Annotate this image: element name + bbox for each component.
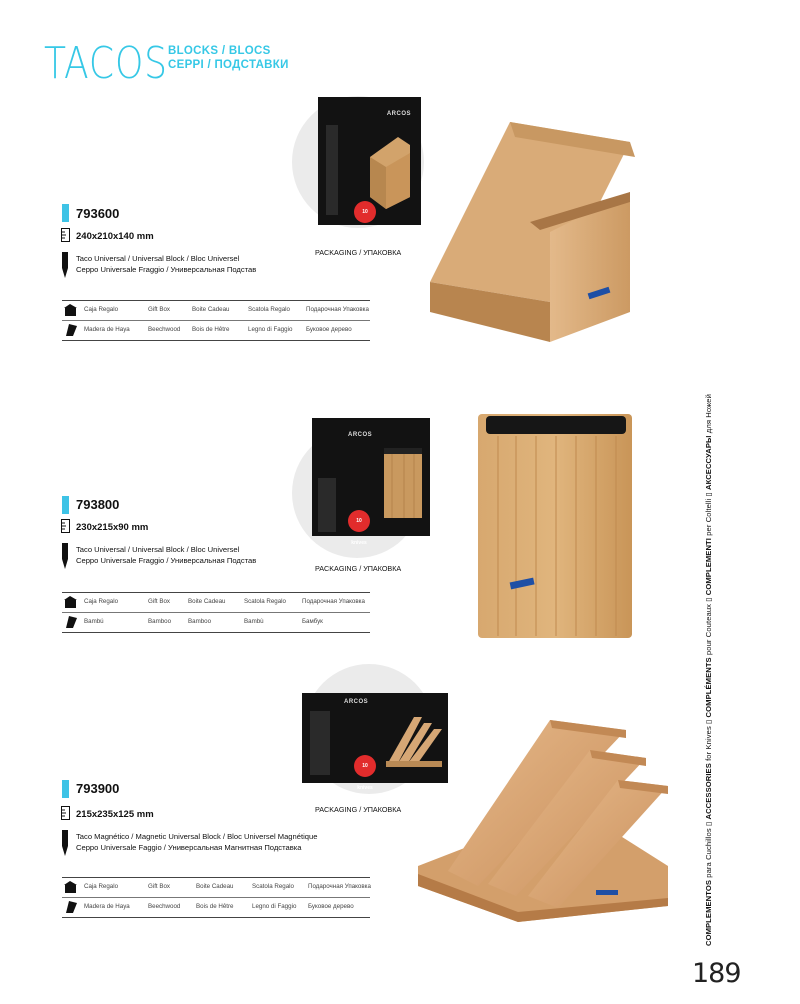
spec-cell: Bamboo: [188, 618, 212, 625]
spec-cell: Scatola Regalo: [244, 598, 286, 605]
description-line-1: Taco Universal / Universal Block / Bloc Universel: [76, 545, 240, 554]
product-description: [76, 544, 256, 566]
page-title: TACOS: [44, 38, 168, 89]
spec-cell: Bois de Hêtre: [196, 903, 234, 910]
spec-cell: Gift Box: [148, 306, 171, 313]
packaging-box-image: [312, 418, 430, 546]
subtitle-line-2: CEPPI / ПОДСТАВКИ: [168, 59, 289, 71]
spec-row-material: [62, 613, 370, 633]
spec-cell: Подарочная Упаковка: [308, 883, 371, 890]
packaging-label: PACKAGING / УПАКОВКА: [315, 805, 402, 814]
code-accent-bar: [62, 496, 69, 514]
spec-cell: Подарочная Упаковка: [302, 598, 365, 605]
knife-icon: [61, 543, 69, 569]
side-text-ru: АКСЕССУАРЫ: [704, 435, 713, 490]
spec-row-packaging: [62, 593, 370, 613]
material-icon: [64, 324, 77, 336]
side-text-en-suffix: for Knives: [704, 723, 713, 764]
gift-box-icon: [64, 881, 77, 893]
ruler-icon: [61, 519, 70, 533]
knife-icon: [61, 830, 69, 856]
ruler-icon: [61, 806, 70, 820]
spec-cell: Madera de Haya: [84, 903, 130, 910]
spec-cell: Буковое дерево: [308, 903, 354, 910]
product-image-bamboo-block: [476, 408, 636, 640]
spec-table: [62, 877, 370, 918]
spec-cell: Bambù: [244, 618, 264, 625]
spec-cell: Bois de Hêtre: [192, 326, 230, 333]
product-dimensions: 215x235x125 mm: [76, 809, 154, 820]
spec-cell: Caja Regalo: [84, 306, 119, 313]
spec-table: [62, 300, 370, 341]
side-text-es-suffix: para Cuchillos: [704, 826, 713, 880]
code-accent-bar: [62, 780, 69, 798]
side-text-it: COMPLEMENTI: [704, 538, 713, 596]
spec-cell: Бамбук: [302, 618, 323, 625]
spec-cell: Bambú: [84, 618, 104, 625]
spec-cell: Caja Regalo: [84, 598, 119, 605]
spec-cell: Legno di Faggio: [252, 903, 297, 910]
side-text-fr: COMPLÉMENTS: [704, 657, 713, 718]
spec-cell: Beechwood: [148, 903, 181, 910]
knife-count-badge: 10 knives: [348, 510, 370, 532]
spec-cell: Caja Regalo: [84, 883, 119, 890]
material-icon: [64, 901, 77, 913]
side-category-text: COMPLEMENTOS para Cuchillos ▯ ACCESSORIES for Knives ▯ COMPLÉMENTS pour Couteaux ▯ COMPLEMENTI per Coltelli ▯ АКСЕССУАРЫ для Ножей: [704, 394, 713, 946]
side-text-es: COMPLEMENTOS: [704, 879, 713, 946]
box-product-thumbnail: [312, 418, 430, 536]
description-line-2: Ceppo Universale Fraggio / Универсальная Подстав: [76, 556, 257, 565]
spec-cell: Gift Box: [148, 598, 171, 605]
gift-box-icon: [64, 304, 77, 316]
packaging-box-image: [318, 97, 421, 237]
spec-cell: Legno di Faggio: [248, 326, 293, 333]
product-description: [76, 831, 317, 853]
side-text-it-suffix: per Coltelli: [704, 496, 713, 538]
spec-row-material: [62, 898, 370, 918]
spec-cell: Буковое дерево: [306, 326, 352, 333]
spec-cell: Boite Cadeau: [192, 306, 230, 313]
material-icon: [64, 616, 77, 628]
description-line-1: Taco Universal / Universal Block / Bloc Universel: [76, 254, 240, 263]
box-brand-logo: ARCOS: [344, 699, 369, 705]
spec-row-packaging: [62, 878, 370, 898]
box-brand-logo: ARCOS: [348, 432, 373, 438]
code-accent-bar: [62, 204, 69, 222]
spec-cell: Gift Box: [148, 883, 171, 890]
subtitle-line-1: BLOCKS / BLOCS: [168, 45, 271, 57]
knife-count-badge: 10 knives: [354, 755, 376, 777]
spec-cell: Beechwood: [148, 326, 181, 333]
packaging-label: PACKAGING / УПАКОВКА: [315, 564, 402, 573]
page-subtitle: [168, 44, 289, 72]
side-text-ru-suffix: для Ножей: [704, 394, 713, 436]
description-line-1: Taco Magnético / Magnetic Universal Block / Bloc Universel Magnétique: [76, 832, 318, 841]
product-code: 793600: [76, 206, 120, 221]
box-brand-logo: ARCOS: [386, 111, 411, 117]
description-line-2: Ceppo Universale Fraggio / Универсальная Подстав: [76, 265, 257, 274]
product-description: [76, 253, 256, 275]
spec-cell: Boite Cadeau: [188, 598, 226, 605]
spec-table: [62, 592, 370, 633]
product-image-knife-block: [430, 112, 640, 352]
spec-row-material: [62, 321, 370, 341]
spec-cell: Подарочная Упаковка: [306, 306, 369, 313]
ruler-icon: [61, 228, 70, 242]
description-line-2: Ceppo Universale Faggio / Универсальная Магнитная Подставка: [76, 843, 302, 852]
gift-box-icon: [64, 596, 77, 608]
product-image-magnetic-block: [418, 716, 668, 926]
product-dimensions: 230x215x90 mm: [76, 522, 149, 533]
product-dimensions: 240x210x140 mm: [76, 231, 154, 242]
knife-count-badge: 10 knives: [354, 201, 376, 223]
product-code: 793800: [76, 497, 120, 512]
product-code: 793900: [76, 781, 120, 796]
knife-icon: [61, 252, 69, 278]
spec-cell: Scatola Regalo: [248, 306, 290, 313]
side-separator: ▯: [704, 819, 713, 827]
packaging-label: PACKAGING / УПАКОВКА: [315, 248, 402, 257]
spec-cell: Bamboo: [148, 618, 172, 625]
spec-cell: Madera de Haya: [84, 326, 130, 333]
spec-row-packaging: [62, 301, 370, 321]
page-number: 189: [692, 958, 741, 989]
spec-cell: Boite Cadeau: [196, 883, 234, 890]
side-text-en: ACCESSORIES: [704, 763, 713, 820]
side-text-fr-suffix: pour Couteaux: [704, 601, 713, 658]
spec-cell: Scatola Regalo: [252, 883, 294, 890]
